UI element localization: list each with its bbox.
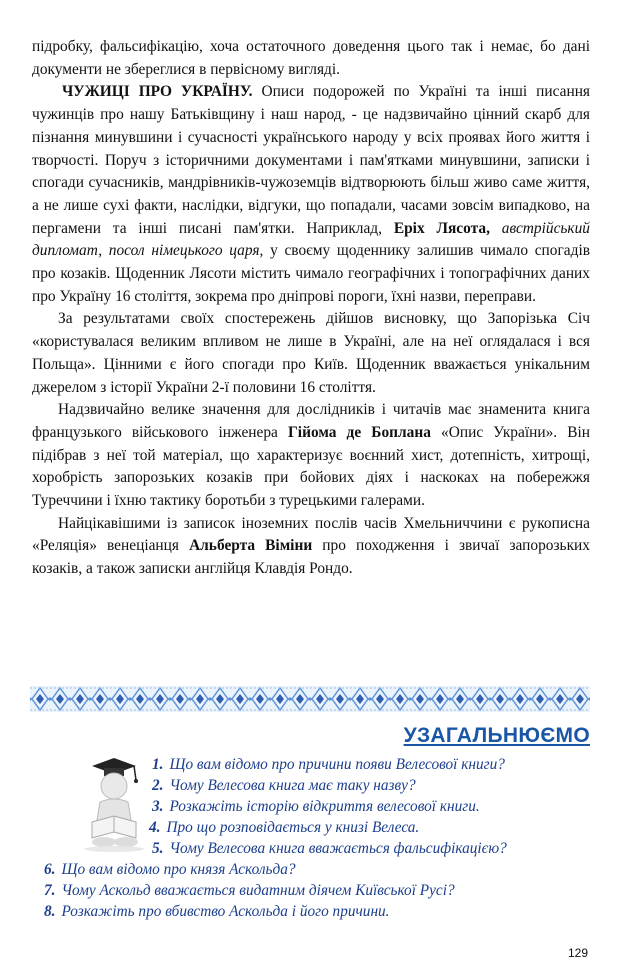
question-item: 7. Чому Аскольд вважається видатним діячем Київської Русі? xyxy=(44,882,455,899)
name-vimina: Альберта Віміни xyxy=(189,537,313,555)
role-lyasota: австрійський дипломат, посол німецького царя, xyxy=(32,219,591,260)
body-text xyxy=(32,36,590,581)
ornament-divider xyxy=(30,686,590,712)
question-item: 5. Чому Велесова книга вважається фальсифікацією? xyxy=(152,840,507,857)
paragraph-2: За результатами своїх спостережень дійшов висновку, що Запорізька Січ «користувалася великим впливом не лише в Україні, але на неї оглядалася і вся Польща». Цінними є його спогади про Київ. Щоденник вважається унікальним джерелом з історії України 2-ї половини 16 століття. xyxy=(32,310,590,396)
question-item: 4. Про що розповідається у книзі Велеса. xyxy=(149,819,420,836)
ornament-divider-icon xyxy=(30,686,590,712)
question-item: 1. Що вам відомо про причини появи Велесової книги? xyxy=(152,756,505,773)
paragraph-0: підробку, фальсифікацію, хоча остаточного доведення цього так і немає, бо дані документи не збереглися в первісному вигляді. xyxy=(32,38,590,78)
paragraph-4: Найцікавішими із записок іноземних послів часів Хмельниччини є рукописна «Реляція» венеціанця Альберта Віміни про походження і звичаї запорозьких козаків, а також записки англійця Клавдія Рондо. xyxy=(32,514,590,578)
name-beauplan: Гійома де Боплана xyxy=(288,423,431,441)
question-item: 6. Що вам відомо про князя Аскольда? xyxy=(44,861,296,878)
section-title: УЗАГАЛЬНЮЄМО xyxy=(403,724,590,747)
name-lyasota: Еріх Лясота, xyxy=(393,219,490,237)
student-figure-icon xyxy=(70,752,158,852)
question-item: 3. Розкажіть історію відкриття велесової книги. xyxy=(152,798,480,815)
paragraph-1: ЧУЖИЦІ ПРО УКРАЇНУ. Описи подорожей по Україні та інші писання чужинців про нашу Батьківщину і наш народ, - це надзвичайно цінний скарб для пізнання минувшини і сучасності українського народу у всіх проявах його життя і творчості. Поруч з історичними документами і пам'ятками минувшини, записки і спогади сучасників, мандрівників-чужоземців відтворюють більш живо саме життя, а не лише сухі факти, наслідки, відгуки, що попадали, часами зовсім випадково, на пергамени та інші писані пам'ятки. Наприклад, Еріх Лясота, австрійський дипломат, посол німецького царя, у своєму щоденнику залишив чимало спогадів про козаків. Щоденник Лясоти містить чимало географічних і топографічних даних про Україну 16 століття, зокрема про дніпрові пороги, їхні назви, переправи. xyxy=(32,83,591,305)
section-heading-foreigners: ЧУЖИЦІ ПРО УКРАЇНУ. xyxy=(62,83,253,101)
paragraph-3: Надзвичайно велике значення для дослідників і читачів має знаменита книга французького військового інженера Гійома де Боплана «Опис України». Він підібрав з неї той матеріал, що характеризує воєнний хист, дотепність, хитрощі, хоробрість запорозьких козаків при бойових діях і наскоках на побережжя Туреччини і їхню тактику боротьби з турецькими галерами. xyxy=(32,401,591,510)
page-number: 129 xyxy=(567,946,588,960)
question-item: 2. Чому Велесова книга має таку назву? xyxy=(152,777,416,794)
question-item: 8. Розкажіть про вбивство Аскольда і його причини. xyxy=(44,903,390,920)
